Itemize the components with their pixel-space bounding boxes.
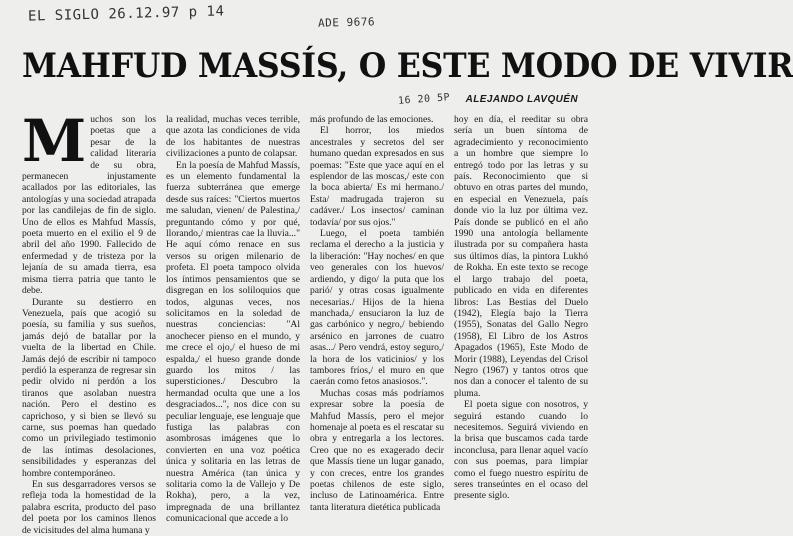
paragraph: El horror, los miedos ancestrales y secretos del ser humano quedan expresados en sus poemas: "Este que yace aquí en el esplendor de las moscas,/ este con la boca abierta/ Es mi hermano./ Esta/ madrugada trajeron su cadáver./ Los insectos/ caminan todavía/ por sus ojos." xyxy=(310,125,444,228)
paragraph: la realidad, muchas veces terrible, que azota las condiciones de vida de los habitantes de nuestras civilizaciones a punto de colapsar. xyxy=(166,114,300,160)
paragraph: El poeta sigue con nosotros, y seguirá estando cuando lo necesitemos. Seguirá viviendo en la brisa que buscamos cada tarde inconclusa, para llenar aquel vacío con sus poemas, para limpiar como el fuego nuestro espíritu de seres transeúntes en el ocaso del presente siglo. xyxy=(454,399,588,502)
handwritten-margin-note: 16 20 5P xyxy=(397,92,451,107)
paragraph: Luego, el poeta también reclama el derecho a la justicia y la liberación: "Hay noches/ en que veo generales con los huevos/ ardiendo, y digo/ la puta que los parió/ y otras cosas igualmente necesarias./ Hijos de la hiena manchada,/ ensuciaron la luz de gas carbónico y negro,/ bebiendo arsénico en jarrones de cuatro asas.../ Pero vendrá, estoy seguro,/ la hora de los vaticinios/ y los tambores fríos,/ el muro en que caerán como fetos anasiosos.". xyxy=(310,228,444,388)
article-body xyxy=(22,107,588,536)
paragraph: En sus desgarradores versos se refleja toda la homestidad de la palabra escrita, producto del paso del poeta por los caminos llenos de vicisitudes del alma humana y xyxy=(22,479,156,536)
handwritten-archive-code: ADE 9676 xyxy=(317,15,376,30)
article-title: MAHFUD MASSÍS, O ESTE MODO DE VIVIR xyxy=(22,46,793,86)
paragraph: Durante su destierro en Venezuela, país que acogió su poesía, su familia y sus sueños, jamás dejó de batallar por la vuelta de la libertad en Chile. Jamás dejó de escribir ni tampoco perdió la esperanza de regresar sin pedir olvido ni perdón a los tiranos que asolaban nuestra nación. Pero el destino es caprichoso, y si bien se llevó su carne, sus poemas han quedado como un privilegiado testimonio de las íntimas desolaciones, sensibilidades y esperanzas del hombre contemporáneo. xyxy=(22,296,156,479)
paragraph: uchos son los poetas que a pesar de la calidad literaria de su obra, permanecen injustamente acallados por las editoriales, las antologías y una sociedad atrapada por las candilejas de fin de siglo. Uno de ellos es Mahfud Massís, poeta muerto en el exilio el 9 de abril del año 1990. Fallecido de enfermedad y de tristeza por la lejanía de su amada tierra, esa misma tierra patria que tanto le debe. xyxy=(22,114,156,297)
paragraph: más profundo de las emociones. xyxy=(310,114,434,125)
handwritten-source-note: EL SIGLO 26.12.97 p 14 xyxy=(27,3,225,25)
column-2 xyxy=(166,114,300,525)
paragraph: Muchas cosas más podríamos expresar sobre la poesía de Mahfud Massís, pero el mejor homenaje al poeta es el rescatar su obra y entregarla a los lectores. Creo que no es exagerado decir que Massís tiene un lugar ganado, y con creces, entre los grandes poetas chilenos de este siglo, incluso de Latinoamérica. Entre tanta literatura dietética publicada xyxy=(310,387,444,513)
column-4 xyxy=(454,114,588,502)
column-1 xyxy=(22,107,156,536)
paragraph: En la poesía de Mahfud Massís, es un elemento fundamental la fuerza subterránea que emerge desde sus raíces: "Ciertos muertos me saludan, vienen/ de Palestina,/ preguntando cómo y por qué, llorando,/ mientras cae la lluvia..." He aquí cómo renace en sus versos su origen milenario de profeta. El poeta tampoco olvida los íntimos pensamientos que se disgregan en los soliloquios que todos, algunas veces, nos solicitamos en la soledad de nuestras conciencias: "Al anochecer pienso en el mundo, y me crece el ojo,/ el hueso de mi espalda,/ el hueso grande donde guardo los mitos / las supersticiones./ Descubro la hermandad oculta que une a los desgraciados...", nos dice con su peculiar lenguaje, ese lenguaje que fustiga las palabras con asombrosas imágenes que lo convierten en una voz poética única y solitaria en las letras de nuestra América (tan única y solitaria como la de Vallejo y De Rokha), pero, a la vez, impregnada de una brillantez comunicacional que accede a lo xyxy=(166,159,300,525)
column-3 xyxy=(310,114,444,513)
drop-cap: M xyxy=(22,107,87,175)
article-author: ALEJANDO LAVQUÉN xyxy=(465,94,578,105)
paragraph: hoy en día, el reeditar su obra sería un buen síntoma de agradecimiento y reconocimiento a un hombre que siempre lo entregó todo por las letras y su país. Reconocimiento que si obtuvo en otras partes del mundo, en especial en Venezuela, país donde vio la luz por última vez. País donde se publicó en el año 1990 una antología bellamente ilustrada por su compañera hasta sus últimos días, la pintora Lukhó de Rokha. En este texto se recoge el largo trabajo del poeta, publicado en vida en diferentes libros: Las Bestias del Duelo (1942), Elegía bajo la Tierra (1955), Sonatas del Gallo Negro (1958), El Libro de los Astros Apagados (1965), Este Modo de Morir (1988), Leyendas del Crisol Negro (1967) y tantos otros que nos dan a conocer el talento de su pluma. xyxy=(454,114,588,399)
